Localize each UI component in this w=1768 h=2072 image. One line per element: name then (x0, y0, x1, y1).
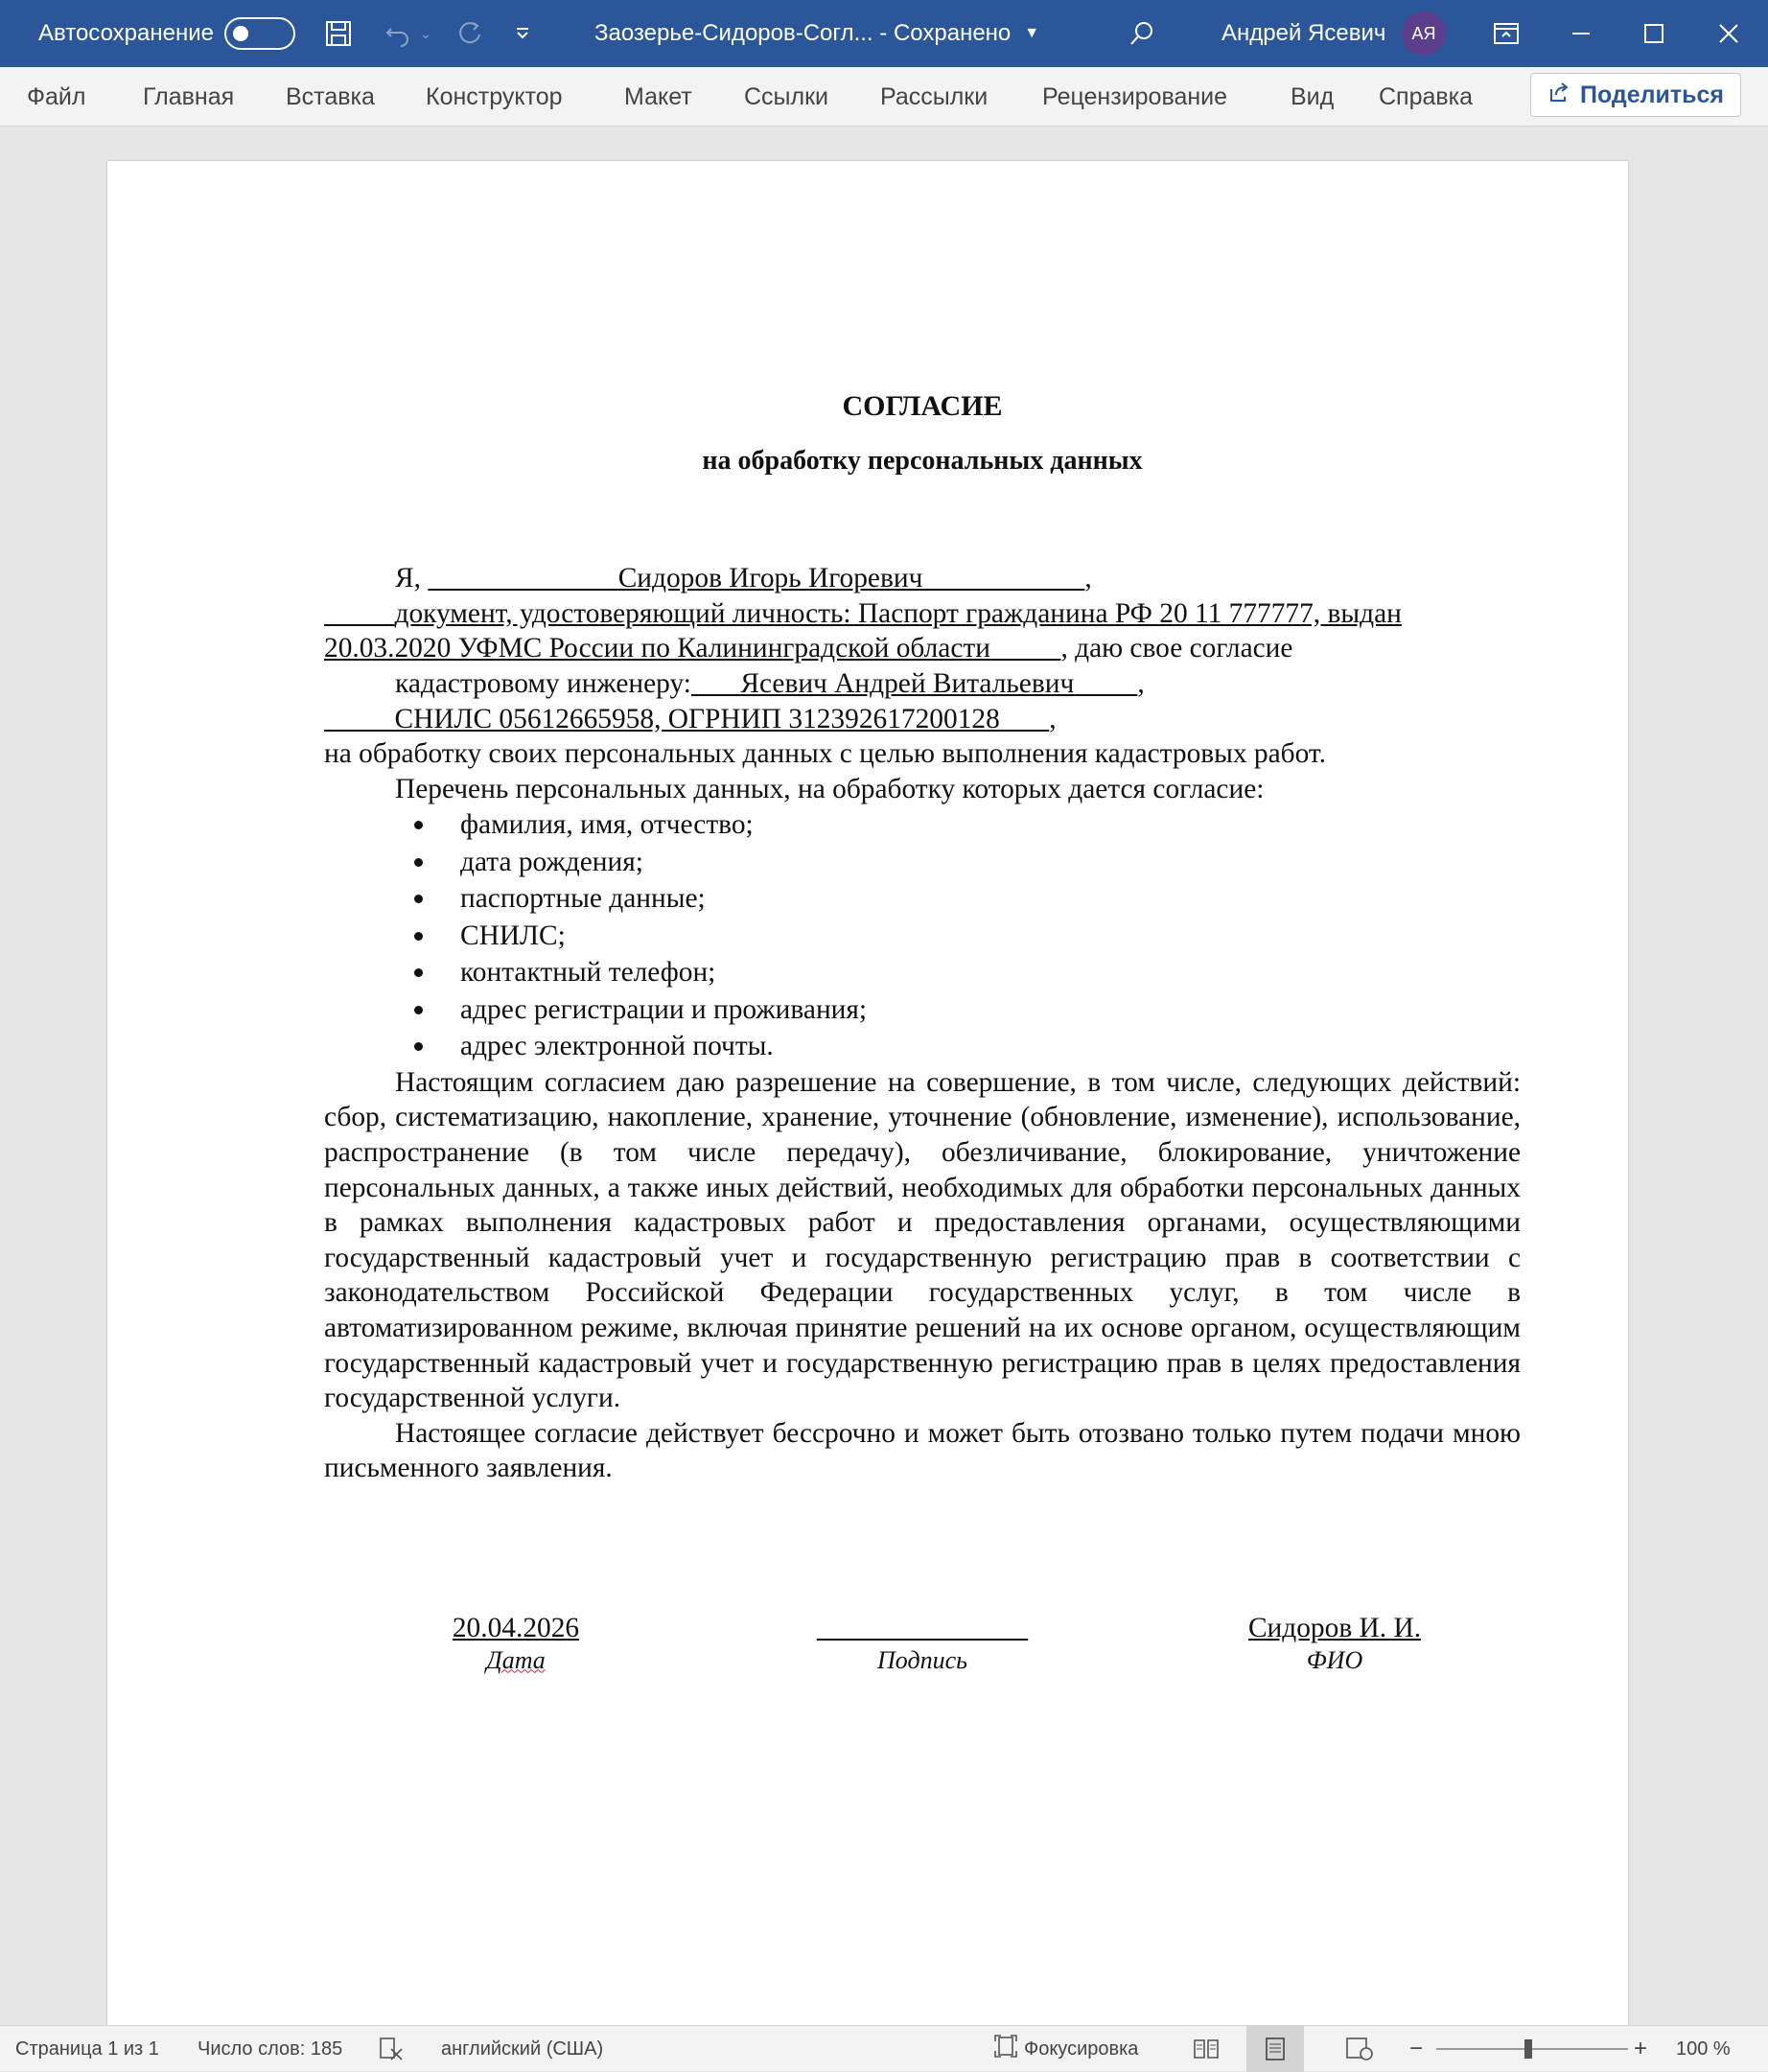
focus-icon (993, 2034, 1018, 2064)
list-item: адрес электронной почты. (324, 1028, 1521, 1065)
document-page[interactable] (107, 161, 1628, 2040)
signature-row (324, 1611, 1521, 1688)
fio-caption: ФИО (1306, 1645, 1363, 1674)
page-count[interactable]: Страница 1 из 1 (15, 2037, 159, 2060)
list-intro: Перечень персональных данных, на обработку которых дается согласие: (395, 773, 1265, 804)
tab-design[interactable]: Конструктор (426, 82, 563, 110)
zoom-slider[interactable] (1436, 2026, 1628, 2072)
user-name[interactable]: Андрей Ясевич (1221, 20, 1386, 46)
close-icon[interactable] (1705, 0, 1753, 67)
customize-toolbar-icon[interactable] (499, 0, 547, 67)
person-name-field (428, 563, 1084, 594)
document-title-text: Заозерье-Сидоров-Согл... - Сохранено (594, 20, 1012, 46)
maximize-icon[interactable] (1630, 0, 1678, 67)
zoom-in-icon[interactable]: + (1634, 2036, 1648, 2061)
list-item: дата рождения; (324, 844, 1521, 881)
tab-review[interactable]: Рецензирование (1042, 82, 1228, 110)
document-subtitle: на обработку персональных данных (702, 445, 1143, 476)
purpose-text: на обработку своих персональных данных с целью выполнения кадастровых работ. (324, 738, 1326, 770)
fio-value: Сидоров И. И. (1247, 1612, 1422, 1643)
tab-layout[interactable]: Макет (624, 82, 692, 110)
tab-view[interactable]: Вид (1291, 82, 1335, 110)
engineer-ids-field (324, 704, 1049, 734)
document-body[interactable] (324, 389, 1521, 1688)
autosave-toggle[interactable] (224, 17, 295, 50)
list-item: фамилия, имя, отчество; (324, 806, 1521, 844)
chevron-down-icon: ▼ (1024, 25, 1040, 41)
validity-paragraph: Настоящее согласие действует бессрочно и может быть отозвано только путем подачи мною письменного заявления. (324, 1417, 1521, 1484)
tab-mailings[interactable]: Рассылки (880, 82, 989, 110)
focus-mode[interactable] (993, 2026, 1138, 2072)
engineer-ids: СНИЛС 05612665958, ОГРНИП 312392617200128 (394, 703, 1000, 734)
permission-paragraph: Настоящим согласием даю разрешение на совершение, в том числе, следующих действий: сбор, систематизацию, накопление, хранение, уточнение (обновление, изменение), использование, распространение (в том числе передачу), обезличивание, блокирование, уничтожение персональных данных, а также иных действий, необходимых для обработки персональных данных в рамках выполнения кадастровых работ и предоставления органами, осуществляющими государственный кадастровый учет и государственную регистрацию прав в соответствии с законодательством Российской Федерации государственных услуг, в том числе в автоматизированном режиме, включая принятие решений на их основе органом, осуществляющим государственный кадастровый учет и государственную регистрацию прав в целях предоставления государственной услуги. (324, 1066, 1521, 1414)
list-item: СНИЛС; (324, 918, 1521, 955)
toggle-knob (233, 26, 248, 41)
zoom-track (1436, 2048, 1628, 2050)
zoom-level[interactable]: 100 % (1676, 2037, 1731, 2060)
undo-dropdown-icon[interactable]: ⌄ (420, 25, 431, 41)
date-caption: Дата (486, 1645, 546, 1674)
share-button[interactable] (1530, 73, 1741, 117)
tab-home[interactable]: Главная (143, 82, 235, 110)
engineer-ids-line: СНИЛС 05612665958, ОГРНИП 312392617200128 , (324, 702, 1521, 737)
language-status[interactable]: английский (США) (441, 2037, 604, 2060)
share-icon (1547, 81, 1570, 110)
ribbon-tabs (0, 67, 1768, 127)
tab-file[interactable]: Файл (27, 82, 86, 110)
proofing-icon[interactable] (378, 2026, 405, 2072)
title-bar (0, 0, 1768, 67)
consent-text: , даю свое согласие (1060, 633, 1293, 664)
document-title-heading: СОГЛАСИЕ (842, 390, 1003, 422)
search-icon[interactable] (1118, 0, 1166, 67)
signature-block (786, 1611, 1058, 1675)
tab-help[interactable]: Справка (1379, 82, 1474, 110)
document-title[interactable] (594, 0, 1039, 67)
word-count[interactable]: Число слов: 185 (198, 2037, 343, 2060)
zoom-out-icon[interactable]: − (1409, 2036, 1424, 2061)
list-item: контактный телефон; (324, 954, 1521, 991)
share-label: Поделиться (1579, 81, 1725, 108)
zoom-thumb[interactable] (1524, 2039, 1532, 2059)
web-layout-icon[interactable] (1340, 2026, 1379, 2072)
signature-caption: Подпись (877, 1645, 967, 1674)
person-line: Я, Сидоров Игорь Игоревич , (395, 563, 1092, 594)
document-canvas (0, 127, 1768, 2025)
print-layout-icon[interactable] (1246, 2026, 1304, 2072)
person-name: Сидоров Игорь Игоревич (617, 563, 923, 594)
id-doc-line (324, 596, 1521, 666)
status-bar (0, 2025, 1768, 2071)
read-mode-icon[interactable] (1187, 2026, 1225, 2072)
list-item: адрес регистрации и проживания; (324, 991, 1521, 1029)
date-block (401, 1611, 631, 1675)
redo-icon[interactable] (445, 0, 493, 67)
engineer-line: кадастровому инженеру: Ясевич Андрей Витальевич , (395, 667, 1145, 699)
person-prefix: Я, (395, 563, 429, 594)
fio-block (1220, 1611, 1450, 1675)
minimize-icon[interactable] (1557, 0, 1605, 67)
signature-line (786, 1611, 1058, 1646)
list-item: паспортные данные; (324, 880, 1521, 918)
ribbon-display-options-icon[interactable] (1482, 0, 1530, 67)
id-doc-text: документ, удостоверяющий личность: Паспорт гражданина РФ 20 11 777777, выдан 20.03.2020 УФМС России по Калининградской области (324, 597, 1402, 664)
avatar[interactable]: АЯ (1402, 12, 1446, 56)
engineer-prefix: кадастровому инженеру: (395, 667, 691, 699)
tab-references[interactable]: Ссылки (744, 82, 829, 110)
save-icon[interactable] (314, 0, 362, 67)
engineer-name-field (691, 668, 1137, 699)
personal-data-list (324, 806, 1521, 1065)
focus-label: Фокусировка (1024, 2037, 1139, 2060)
autosave-label: Автосохранение (38, 20, 214, 46)
tab-insert[interactable]: Вставка (286, 82, 375, 110)
engineer-name: Ясевич Андрей Витальевич (740, 667, 1075, 699)
date-value: 20.04.2026 (452, 1612, 580, 1643)
